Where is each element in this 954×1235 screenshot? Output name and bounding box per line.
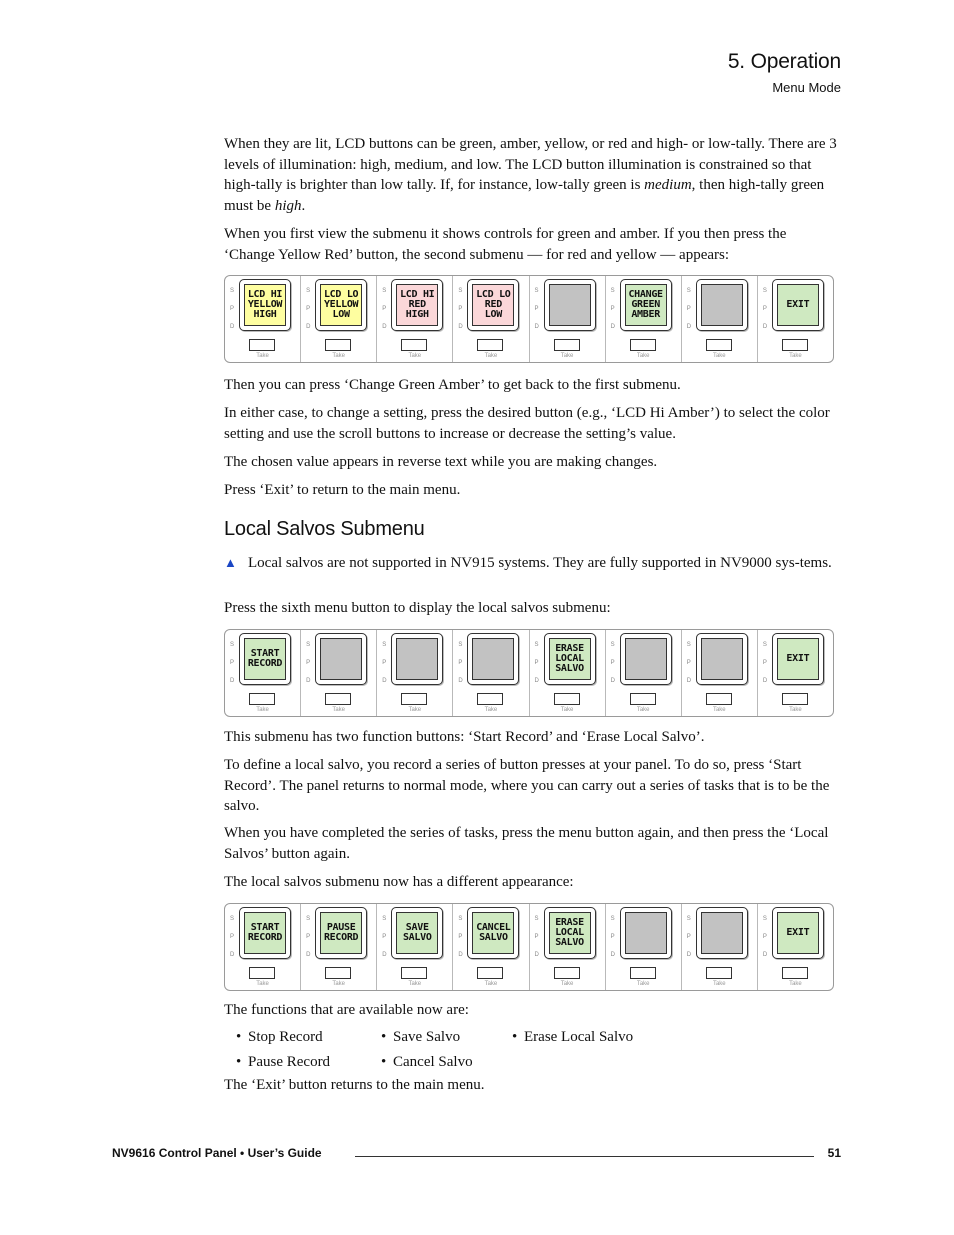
lcd-button[interactable] <box>315 907 367 959</box>
lcd-button-label: CHANGE GREEN AMBER <box>628 289 663 320</box>
lcd-display <box>549 912 591 954</box>
text: When they are lit, LCD buttons can be green, amber, yellow, or red and high- or low-tally. There are 3 levels of illumination: high, medium, and low. The LCD button illumination is constrained so that high-tally is brighter than low tally. If, for instance, low-tally green is <box>224 136 837 194</box>
lcd-display <box>244 638 286 680</box>
lcd-button[interactable] <box>696 633 748 685</box>
take-label: Take <box>332 707 346 713</box>
lcd-display <box>244 284 286 326</box>
take-button[interactable] <box>782 967 808 979</box>
lcd-button[interactable] <box>544 907 596 959</box>
take-button[interactable] <box>706 967 732 979</box>
emphasis-high: high <box>274 197 302 214</box>
spd-label: D <box>230 324 235 330</box>
spd-labels <box>535 636 539 690</box>
section-heading-local-salvos: Local Salvos Submenu <box>224 518 425 540</box>
lcd-button[interactable] <box>544 633 596 685</box>
take-label: Take <box>712 981 726 987</box>
paragraph-reverse-text: The chosen value appears in reverse text while you are making changes. <box>224 454 658 470</box>
spd-label: D <box>534 952 539 958</box>
lcd-button[interactable] <box>620 279 672 331</box>
take-label: Take <box>560 981 574 987</box>
lcd-button[interactable] <box>696 907 748 959</box>
lcd-display <box>777 638 819 680</box>
paragraph-submenu-intro: When you first view the submenu it shows controls for green and amber. If you then press the ‘Change Yellow Red’ button, the second submenu — for red and yellow — appears: <box>224 226 787 263</box>
panel-cell <box>606 276 682 362</box>
lcd-panel-local-salvos-recording <box>224 903 834 991</box>
spd-label: S <box>458 288 463 294</box>
lcd-button[interactable] <box>696 279 748 331</box>
spd-label: P <box>230 660 235 666</box>
lcd-button[interactable] <box>467 633 519 685</box>
take-label: Take <box>789 353 802 359</box>
lcd-panel-color-submenu <box>224 275 834 363</box>
spd-label: S <box>458 916 463 922</box>
spd-label: P <box>534 306 539 312</box>
spd-label: S <box>230 916 235 922</box>
lcd-button-label: START RECORD <box>247 922 283 943</box>
lcd-button-label: LCD HI RED HIGH <box>400 289 435 320</box>
spd-label: D <box>306 678 311 684</box>
spd-label: S <box>382 642 387 648</box>
take-label: Take <box>484 707 498 713</box>
spd-labels <box>458 910 462 964</box>
emphasis-medium: medium <box>644 177 692 194</box>
take-label: Take <box>332 981 346 987</box>
spd-label: P <box>686 306 691 312</box>
spd-labels <box>458 636 462 690</box>
lcd-button-label: EXIT <box>786 299 810 310</box>
panel-cell <box>377 276 453 362</box>
panel-cell <box>682 276 758 362</box>
panel-cell <box>453 630 529 716</box>
note <box>224 553 840 574</box>
spd-label: D <box>762 324 768 330</box>
paragraph-define-salvo: To define a local salvo, you record a series of button presses at your panel. To do so, press ‘Start Record’. The panel returns to normal mode, where you can carry out a series of tasks that is to be the salvo. <box>224 757 830 815</box>
take-button[interactable] <box>630 967 656 979</box>
lcd-display <box>396 638 438 680</box>
list-item: • Cancel Salvo <box>381 1054 473 1070</box>
page-number: 51 <box>827 1146 841 1160</box>
take-button[interactable] <box>401 339 427 351</box>
spd-labels <box>306 910 310 964</box>
take-button[interactable] <box>554 339 580 351</box>
spd-label: P <box>534 660 539 666</box>
spd-label: D <box>686 324 692 330</box>
spd-label: D <box>534 324 539 330</box>
take-label: Take <box>636 353 650 359</box>
spd-label: D <box>458 324 463 330</box>
lcd-button[interactable] <box>544 279 596 331</box>
spd-labels <box>306 636 310 690</box>
lcd-button[interactable] <box>239 279 291 331</box>
panel-cell <box>758 904 833 990</box>
take-label: Take <box>560 353 574 359</box>
take-label: Take <box>636 707 650 713</box>
paragraph-functions-available: The functions that are available now are: <box>224 1002 469 1018</box>
lcd-display <box>701 638 743 680</box>
spd-labels <box>382 282 386 336</box>
lcd-panel-local-salvos <box>224 629 834 717</box>
paragraph-lcd-illumination <box>224 134 840 216</box>
lcd-button[interactable] <box>239 633 291 685</box>
lcd-button-label: LCD LO YELLOW LOW <box>323 289 359 320</box>
lcd-button[interactable] <box>772 279 824 331</box>
panel-cell <box>225 276 301 362</box>
spd-label: P <box>762 660 767 666</box>
spd-label: S <box>230 642 235 648</box>
take-button[interactable] <box>477 693 503 705</box>
spd-label: P <box>382 306 387 312</box>
panel-cell <box>377 630 453 716</box>
lcd-display <box>625 638 667 680</box>
spd-label: D <box>610 678 615 684</box>
list-item: • Pause Record <box>236 1054 331 1070</box>
take-button[interactable] <box>782 339 808 351</box>
paragraph-change-setting: In either case, to change a setting, press the desired button (e.g., ‘LCD Hi Amber’) to select the color setting and use the scroll buttons to increase or decrease the setting’s value. <box>224 405 830 442</box>
section-header: Menu Mode <box>772 80 841 95</box>
lcd-button-label: PAUSE RECORD <box>323 922 359 943</box>
spd-labels <box>687 910 691 964</box>
take-button[interactable] <box>325 967 351 979</box>
spd-label: S <box>610 642 615 648</box>
spd-label: S <box>534 916 539 922</box>
spd-labels <box>611 910 615 964</box>
take-label: Take <box>712 353 726 359</box>
spd-label: S <box>762 642 767 648</box>
spd-label: S <box>686 288 691 294</box>
take-label: Take <box>256 981 269 987</box>
take-label: Take <box>484 353 498 359</box>
spd-label: P <box>610 934 615 940</box>
lcd-button-label: SAVE SALVO <box>402 922 432 943</box>
lcd-display <box>320 912 362 954</box>
spd-label: P <box>306 660 311 666</box>
spd-label: D <box>382 324 387 330</box>
panel-cell <box>377 904 453 990</box>
lcd-button-label: LCD LO RED LOW <box>476 289 511 320</box>
list-item: • Erase Local Salvo <box>512 1029 634 1045</box>
lcd-display <box>472 638 514 680</box>
lcd-display <box>320 284 362 326</box>
spd-label: D <box>306 324 311 330</box>
take-label: Take <box>484 981 498 987</box>
take-label: Take <box>408 707 422 713</box>
spd-labels <box>611 636 615 690</box>
spd-label: S <box>762 288 767 294</box>
lcd-display <box>472 284 514 326</box>
paragraph-press-exit: Press ‘Exit’ to return to the main menu. <box>224 482 461 498</box>
lcd-button-label: EXIT <box>786 653 810 664</box>
spd-label: D <box>686 678 692 684</box>
lcd-button[interactable] <box>772 907 824 959</box>
lcd-button[interactable] <box>315 633 367 685</box>
spd-label: D <box>458 678 463 684</box>
lcd-button[interactable] <box>239 907 291 959</box>
spd-label: P <box>686 934 691 940</box>
take-label: Take <box>256 353 269 359</box>
take-label: Take <box>560 707 574 713</box>
spd-label: P <box>458 306 463 312</box>
lcd-button-label: CANCEL SALVO <box>476 922 511 943</box>
spd-labels <box>763 282 767 336</box>
lcd-button-label: LCD HI YELLOW HIGH <box>247 289 283 320</box>
lcd-button[interactable] <box>620 633 672 685</box>
spd-label: D <box>382 678 387 684</box>
lcd-display <box>244 912 286 954</box>
take-label: Take <box>332 353 346 359</box>
spd-labels <box>763 636 767 690</box>
panel-cell <box>530 276 606 362</box>
functions-list <box>236 1025 836 1075</box>
spd-label: S <box>382 288 387 294</box>
take-label: Take <box>408 981 422 987</box>
take-button[interactable] <box>706 339 732 351</box>
spd-label: D <box>306 952 311 958</box>
lcd-display <box>549 284 591 326</box>
take-button[interactable] <box>325 339 351 351</box>
paragraph-completed-tasks: When you have completed the series of tasks, press the menu button again, and then press the ‘Local Salvos’ button again. <box>224 825 829 862</box>
panel-cell <box>606 904 682 990</box>
spd-label: D <box>382 952 387 958</box>
take-button[interactable] <box>401 693 427 705</box>
spd-label: P <box>458 660 463 666</box>
spd-label: S <box>610 288 615 294</box>
chapter-title: 5. Operation <box>727 50 841 73</box>
take-button[interactable] <box>706 693 732 705</box>
lcd-button[interactable] <box>620 907 672 959</box>
panel-cell <box>530 904 606 990</box>
take-button[interactable] <box>554 693 580 705</box>
note-text: Local salvos are not supported in NV915 systems. They are fully supported in NV9000 sys-tems. <box>248 555 832 571</box>
spd-labels <box>230 282 234 336</box>
spd-label: D <box>230 678 235 684</box>
footer-rule <box>355 1156 814 1157</box>
spd-label: P <box>382 934 387 940</box>
spd-label: S <box>306 916 311 922</box>
lcd-display <box>396 284 438 326</box>
spd-labels <box>763 910 767 964</box>
text: , then high-tally green must be <box>224 177 825 214</box>
lcd-button[interactable] <box>391 907 443 959</box>
take-label: Take <box>789 981 802 987</box>
take-button[interactable] <box>249 693 275 705</box>
spd-label: P <box>382 660 387 666</box>
paragraph-different-appearance: The local salvos submenu now has a different appearance: <box>224 874 574 890</box>
take-button[interactable] <box>249 967 275 979</box>
spd-label: D <box>458 952 463 958</box>
lcd-button[interactable] <box>391 279 443 331</box>
paragraph-sixth-button: Press the sixth menu button to display the local salvos submenu: <box>224 600 611 616</box>
spd-label: P <box>610 660 615 666</box>
spd-label: S <box>534 288 539 294</box>
spd-label: D <box>686 952 692 958</box>
lcd-button[interactable] <box>315 279 367 331</box>
lcd-button-label: START RECORD <box>247 648 283 669</box>
lcd-button-label: ERASE LOCAL SALVO <box>555 643 584 674</box>
spd-label: P <box>762 934 767 940</box>
spd-label: S <box>230 288 235 294</box>
spd-label: D <box>534 678 539 684</box>
spd-labels <box>382 636 386 690</box>
paragraph-change-green-amber: Then you can press ‘Change Green Amber’ to get back to the first submenu. <box>224 377 681 393</box>
spd-labels <box>230 636 234 690</box>
spd-label: S <box>762 916 767 922</box>
spd-label: P <box>458 934 463 940</box>
spd-label: P <box>686 660 691 666</box>
take-label: Take <box>408 353 422 359</box>
spd-labels <box>535 910 539 964</box>
lcd-button[interactable] <box>772 633 824 685</box>
lcd-button-label: ERASE LOCAL SALVO <box>555 917 584 948</box>
spd-labels <box>458 282 462 336</box>
spd-label: S <box>458 642 463 648</box>
lcd-display <box>549 638 591 680</box>
list-item: • Stop Record <box>236 1029 323 1045</box>
panel-cell <box>453 904 529 990</box>
lcd-button[interactable] <box>467 907 519 959</box>
panel-cell <box>301 276 377 362</box>
take-button[interactable] <box>325 693 351 705</box>
spd-label: P <box>230 306 235 312</box>
lcd-display <box>625 284 667 326</box>
lcd-display <box>777 284 819 326</box>
panel-cell <box>758 276 833 362</box>
panel-cell <box>758 630 833 716</box>
warning-triangle-icon: ▲ <box>224 555 237 570</box>
spd-labels <box>230 910 234 964</box>
lcd-display <box>701 912 743 954</box>
spd-labels <box>687 636 691 690</box>
list-item: • Save Salvo <box>381 1029 461 1045</box>
spd-label: S <box>382 916 387 922</box>
spd-labels <box>611 282 615 336</box>
take-label: Take <box>256 707 269 713</box>
take-button[interactable] <box>554 967 580 979</box>
lcd-display <box>777 912 819 954</box>
lcd-button-label: EXIT <box>786 927 810 938</box>
spd-label: P <box>534 934 539 940</box>
spd-label: S <box>534 642 539 648</box>
take-button[interactable] <box>782 693 808 705</box>
spd-label: S <box>610 916 615 922</box>
panel-cell <box>682 630 758 716</box>
take-button[interactable] <box>249 339 275 351</box>
lcd-button[interactable] <box>467 279 519 331</box>
spd-labels <box>535 282 539 336</box>
spd-label: S <box>306 642 311 648</box>
panel-cell <box>225 630 301 716</box>
spd-label: D <box>610 952 615 958</box>
panel-cell <box>301 630 377 716</box>
spd-label: P <box>306 934 311 940</box>
lcd-display <box>701 284 743 326</box>
footer-title: NV9616 Control Panel • User’s Guide <box>112 1146 322 1160</box>
panel-cell <box>682 904 758 990</box>
take-button[interactable] <box>630 693 656 705</box>
lcd-button[interactable] <box>391 633 443 685</box>
spd-labels <box>382 910 386 964</box>
paragraph-two-functions: This submenu has two function buttons: ‘Start Record’ and ‘Erase Local Salvo’. <box>224 729 705 745</box>
panel-cell <box>453 276 529 362</box>
spd-label: S <box>306 288 311 294</box>
lcd-display <box>320 638 362 680</box>
spd-label: D <box>762 678 768 684</box>
spd-label: D <box>762 952 768 958</box>
spd-label: S <box>686 916 691 922</box>
take-label: Take <box>789 707 802 713</box>
spd-label: P <box>610 306 615 312</box>
panel-cell <box>225 904 301 990</box>
spd-labels <box>687 282 691 336</box>
lcd-display <box>625 912 667 954</box>
take-label: Take <box>636 981 650 987</box>
spd-label: P <box>762 306 767 312</box>
take-button[interactable] <box>401 967 427 979</box>
lcd-display <box>472 912 514 954</box>
spd-labels <box>306 282 310 336</box>
take-button[interactable] <box>477 339 503 351</box>
spd-label: P <box>306 306 311 312</box>
lcd-display <box>396 912 438 954</box>
take-button[interactable] <box>630 339 656 351</box>
spd-label: P <box>230 934 235 940</box>
paragraph-exit-returns: The ‘Exit’ button returns to the main menu. <box>224 1077 485 1093</box>
panel-cell <box>301 904 377 990</box>
panel-cell <box>606 630 682 716</box>
spd-label: S <box>686 642 691 648</box>
spd-label: D <box>610 324 615 330</box>
panel-cell <box>530 630 606 716</box>
text: . <box>301 197 306 214</box>
spd-label: D <box>230 952 235 958</box>
take-label: Take <box>712 707 726 713</box>
take-button[interactable] <box>477 967 503 979</box>
